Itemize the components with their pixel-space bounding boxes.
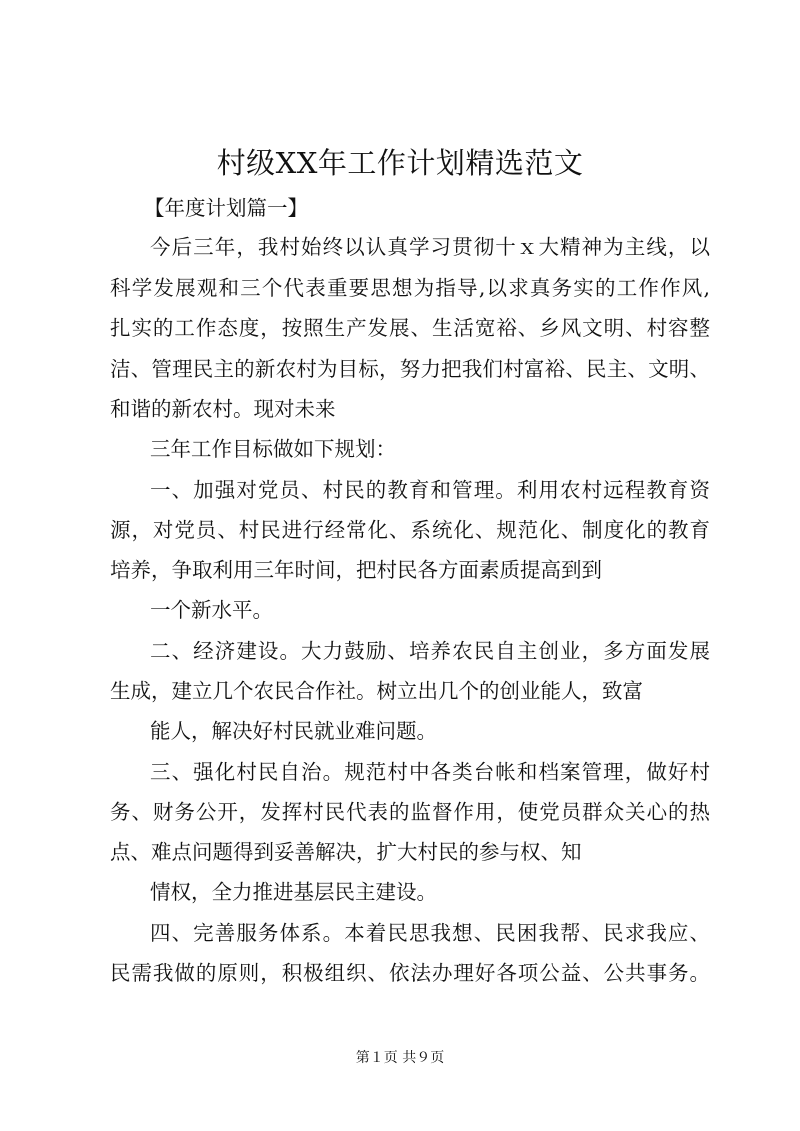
paragraph-line: 点、难点问题得到妥善解决，扩大村民的参与权、知: [110, 840, 582, 864]
paragraph-line: 情权，全力推进基层民主建设。: [150, 880, 437, 904]
paragraph-line: 三、强化村民自治。规范村中各类台帐和档案管理，做好村: [150, 760, 710, 784]
paragraph-line: 科学发展观和三个代表重要思想为指导,以求真务实的工作作风,: [110, 276, 710, 300]
paragraph-line: 民需我做的原则，积极组织、依法办理好各项公益、公共事务。: [110, 961, 710, 985]
paragraph-line: 源，对党员、村民进行经常化、系统化、规范化、制度化的教育: [110, 518, 710, 542]
paragraph-line: 二、经济建设。大力鼓励、培养农民自主创业，多方面发展: [150, 639, 710, 663]
page-footer: 第１页 共９页: [355, 1050, 445, 1066]
paragraph-line: 务、财务公开，发挥村民代表的监督作用，使党员群众关心的热: [110, 800, 710, 824]
paragraph-line: 扎实的工作态度，按照生产发展、生活宽裕、乡风文明、村容整: [110, 316, 710, 340]
paragraph-line: 一、加强对党员、村民的教育和管理。利用农村远程教育资: [150, 478, 710, 502]
paragraph-line: 生成，建立几个农民合作社。树立出几个的创业能人，致富: [110, 679, 643, 703]
section-heading: 【年度计划篇一】: [144, 196, 308, 220]
paragraph-line: 四、完善服务体系。本着民思我想、民困我帮、民求我应、: [150, 921, 710, 945]
document-title: 村级XX年工作计划精选范文: [216, 146, 584, 180]
paragraph-line: 洁、管理民主的新农村为目标，努力把我们村富裕、民主、文明、: [110, 357, 710, 381]
paragraph-line: 和谐的新农村。现对未来: [110, 397, 336, 421]
paragraph-line: 一个新水平。: [150, 598, 273, 622]
paragraph-line: 今后三年，我村始终以认真学习贯彻十ｘ大精神为主线，以: [150, 235, 710, 259]
paragraph-line: 三年工作目标做如下规划：: [150, 437, 396, 461]
paragraph-line: 能人，解决好村民就业难问题。: [150, 719, 437, 743]
paragraph-line: 培养，争取利用三年时间，把村民各方面素质提高到到: [110, 558, 602, 582]
